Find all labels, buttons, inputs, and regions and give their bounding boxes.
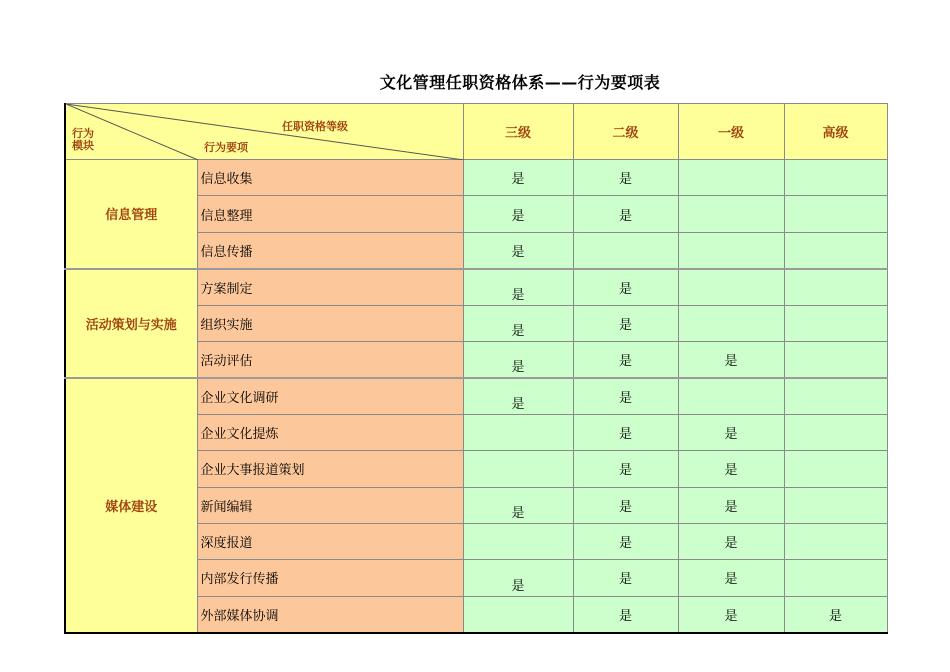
module-cell: 活动策划与实施 [65,269,197,378]
diag-left-label: 行为 模块 [72,127,94,152]
level-mark-cell: 是 [573,341,678,377]
level-mark-cell: 是 [678,341,784,377]
behavior-table [64,103,888,634]
diag-bottom-label: 行为要项 [204,141,248,154]
table-row [65,269,887,305]
level-mark-cell: 是 [573,414,678,450]
behavior-item-cell: 外部媒体协调 [197,596,463,632]
level-header-senior: 高级 [784,104,887,160]
level-mark-cell: 是 [463,341,573,377]
level-mark-cell: 是 [678,451,784,487]
behavior-item-cell: 方案制定 [197,269,463,305]
level-mark-cell: 是 [463,232,573,268]
level-mark-cell: 是 [573,269,678,305]
level-mark-cell: 是 [463,487,573,523]
behavior-item-cell: 活动评估 [197,341,463,377]
behavior-item-cell: 新闻编辑 [197,487,463,523]
level-mark-cell [784,160,887,196]
diagonal-header-cell [65,104,463,160]
behavior-item-cell: 组织实施 [197,305,463,341]
level-header-1: 一级 [678,104,784,160]
level-mark-cell: 是 [573,196,678,232]
level-mark-cell: 是 [678,414,784,450]
level-mark-cell: 是 [573,560,678,596]
level-mark-cell [784,523,887,559]
level-header-2: 二级 [573,104,678,160]
level-mark-cell [784,196,887,232]
behavior-item-cell: 信息收集 [197,160,463,196]
level-mark-cell: 是 [573,596,678,632]
level-mark-cell [463,451,573,487]
level-mark-cell: 是 [463,160,573,196]
level-mark-cell [784,560,887,596]
level-mark-cell [784,232,887,268]
diagonal-lines [66,104,464,160]
level-mark-cell: 是 [463,560,573,596]
level-mark-cell [678,160,784,196]
level-mark-cell [784,269,887,305]
behavior-item-cell: 企业文化调研 [197,378,463,414]
level-mark-cell: 是 [573,451,678,487]
behavior-item-cell: 信息整理 [197,196,463,232]
level-mark-cell: 是 [573,378,678,414]
behavior-item-cell: 企业大事报道策划 [197,451,463,487]
module-cell: 信息管理 [65,160,197,269]
level-mark-cell [463,523,573,559]
level-mark-cell [463,596,573,632]
level-mark-cell [784,451,887,487]
level-mark-cell [678,196,784,232]
level-mark-cell: 是 [678,596,784,632]
level-mark-cell [678,305,784,341]
level-mark-cell [784,378,887,414]
level-mark-cell: 是 [573,160,678,196]
table-row [65,160,887,196]
level-mark-cell: 是 [463,196,573,232]
level-mark-cell: 是 [573,305,678,341]
level-mark-cell: 是 [784,596,887,632]
level-mark-cell: 是 [463,269,573,305]
level-mark-cell: 是 [678,560,784,596]
level-mark-cell: 是 [463,305,573,341]
level-mark-cell: 是 [573,487,678,523]
level-mark-cell: 是 [678,523,784,559]
level-mark-cell [463,414,573,450]
level-mark-cell [784,341,887,377]
level-mark-cell [784,414,887,450]
level-mark-cell: 是 [678,487,784,523]
diag-top-label: 任职资格等级 [282,120,348,133]
level-mark-cell [678,232,784,268]
page-title: 文化管理任职资格体系——行为要项表 [379,73,661,92]
table-row [65,378,887,414]
level-mark-cell [678,269,784,305]
behavior-item-cell: 深度报道 [197,523,463,559]
level-mark-cell [573,232,678,268]
behavior-item-cell: 内部发行传播 [197,560,463,596]
behavior-item-cell: 信息传播 [197,232,463,268]
header-row [65,104,887,160]
level-mark-cell [784,305,887,341]
level-mark-cell: 是 [463,378,573,414]
level-header-3: 三级 [463,104,573,160]
level-mark-cell [678,378,784,414]
module-cell: 媒体建设 [65,378,197,633]
level-mark-cell: 是 [573,523,678,559]
level-mark-cell [784,487,887,523]
behavior-item-cell: 企业文化提炼 [197,414,463,450]
